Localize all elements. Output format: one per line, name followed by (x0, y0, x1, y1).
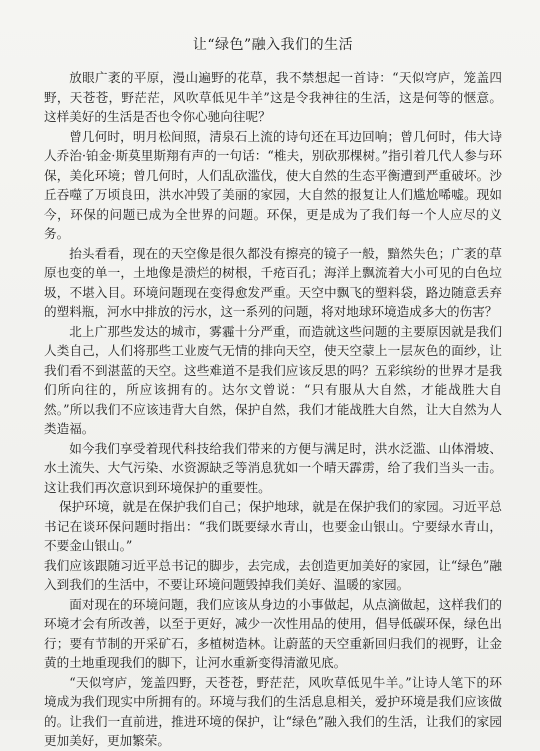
paragraph-protection: 保护环境，就是在保护我们自己；保护地球，就是在保护我们的家园。习近平总书记在谈环保问题时指出：“我们既要绿水青山，也要金山银山。宁要绿水青山，不要金山银山。” (44, 499, 502, 553)
paragraph-follow: 我们应该跟随习近平总书记的脚步，去完成，去创造更加美好的家园，让“绿色”融入到我们的生活中，不要让环境问题毁掉我们美好、温暖的家园。 (44, 557, 502, 592)
paragraph-technology: 如今我们享受着现代科技给我们带来的方便与满足时，洪水泛滥、山体滑坡、水土流失、大气污染、水资源缺乏等消息犹如一个晴天霹雳，给了我们当头一击。这让我们再次意识到环境保护的重要性。 (44, 440, 502, 495)
paragraph-cities: 北上广那些发达的城市，雾霾十分严重，而造就这些问题的主要原因就是我们人类自己，人们将那些工业废气无情的排向天空，使天空蒙上一层灰色的面纱，让我们看不到湛蓝的天空。这些难道不是我们应该反思的吗？五彩缤纷的世界才是我们所向往的，所应该拥有的。达尔文曾说：“只有服从大自然，才能战胜大自然。”所以我们不应该违背大自然，保护自然，我们才能战胜大自然，让大自然为人类造福。 (44, 323, 502, 436)
paragraph-intro: 放眼广袤的平原，漫山遍野的花草，我不禁想起一首诗：“天似穹庐，笼盖四野，天苍苍，野茫茫，风吹草低见牛羊”这是令我神往的生活，这是何等的惬意。这样美好的生活是否也令你心驰向往呢？ (44, 70, 502, 124)
paragraph-actions: 面对现在的环境问题，我们应该从身边的小事做起，从点滴做起，这样我们的环境才会有所改善，以至于更好，减少一次性用品的使用，倡导低碳环保，绿色出行；要有节制的开采矿石，多植树造林。让蔚蓝的天空重新回归我们的视野，让金黄的土地重现我们的脚下，让河水重新变得清澈见底。 (44, 596, 502, 670)
paragraph-history: 曾几何时，明月松间照，清泉石上流的诗句还在耳边回响；曾几何时，伟大诗人乔治·铂金·斯莫里斯翔有声的一句话：“椎夫，别砍那棵树。”指引着几代人参与环保，美化环境；曾几何时，人们乱砍滥伐，使大自然的生态平衡遭到严重破坏。沙丘吞噬了万顷良田，洪水冲毁了美丽的家园，大自然的报复让人们尴尬唏嘘。现如今，环保的问题已成为全世界的问题。环保，更是成为了我们每一个人应尽的义务。 (44, 128, 502, 241)
paragraph-sky: 抬头看看，现在的天空像是很久都没有擦亮的镜子一般，黯然失色；广袤的草原也变的单一，土地像是溃烂的树根，千疮百孔；海洋上飘流着大小可见的白色垃圾，不堪入目。环境问题现在变得愈发严重。天空中飘飞的塑料袋，路边随意丢弃的塑料瓶，河水中排放的污水，这一系列的问题，将对地球环境造成多大的伤害？ (44, 245, 502, 319)
paragraph-conclusion: “天似穹庐，笼盖四野，天苍苍，野茫茫，风吹草低见牛羊。”让诗人笔下的环境成为我们现实中所拥有的。环境与我们的生活息息相关，爱护环境是我们应该做的。让我们一直前进，推进环境的保护，让“绿色”融入我们的生活，让我们的家园更加美好，更加繁荣。 (44, 674, 502, 748)
document-title: 让“绿色”融入我们的生活 (192, 37, 354, 53)
